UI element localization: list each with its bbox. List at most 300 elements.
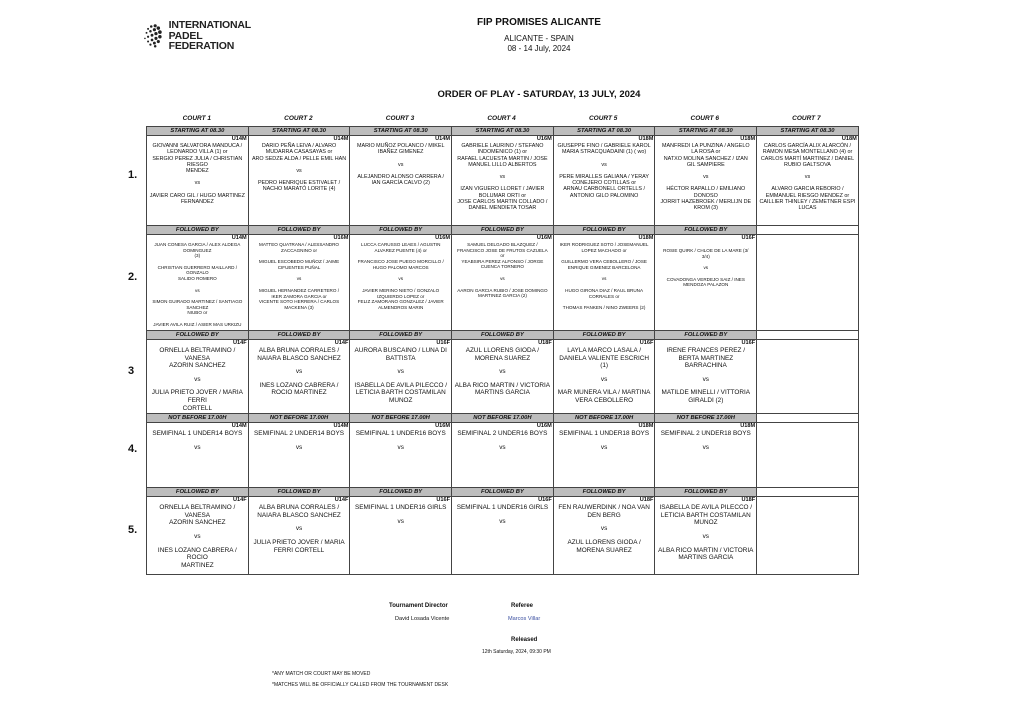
team-line: MENDOZA PALAZON [683, 282, 729, 288]
team-line: ALEJANDRO ALONSO CARRERA / [357, 173, 444, 180]
team-line: FRANCISCO JOSE DE FRUTOS CAZUELA [457, 247, 548, 253]
match-slot-number: 2. [128, 270, 138, 283]
match-cell [655, 136, 757, 226]
match-cell [248, 235, 350, 331]
team-line: LAYLA MARCO LASALA / [567, 347, 641, 354]
time-band-label: STARTING AT 08.30 [350, 127, 452, 136]
match-cell [350, 423, 452, 488]
time-band-label: STARTING AT 08.30 [248, 127, 350, 136]
team-line: LUCAS [798, 205, 817, 212]
order-of-play-title: ORDER OF PLAY - SATURDAY, 13 JULY, 2024 [437, 89, 641, 100]
match-cell [757, 235, 859, 331]
time-band-label [757, 331, 859, 340]
team-line: LETICIA BARTH COSTAMILAN [355, 389, 446, 397]
time-band-label: FOLLOWED BY [350, 331, 452, 340]
match-teams [452, 142, 553, 213]
versus-label: vs [499, 443, 506, 451]
team-line: SEMIFINAL 1 UNDER16 GIRLS [456, 504, 549, 512]
category-label: U18M [638, 235, 654, 241]
match-slot-number: 1. [128, 168, 138, 181]
time-band-label: FOLLOWED BY [452, 331, 554, 340]
team-line: MARTINS GARCIA [474, 389, 530, 397]
time-band-label: FOLLOWED BY [147, 331, 249, 340]
match-teams [147, 241, 248, 329]
team-line: IRENE FRANCES PEREZ / [666, 347, 746, 354]
match-cell [248, 340, 350, 414]
match-teams [655, 429, 756, 458]
team-line: ALVARO GARCIA REBORIO / [771, 186, 844, 193]
team-line: CARLOS GARCÍA ALIX ALARCÓN / [763, 143, 852, 149]
team-line: LA ROSA or [691, 149, 721, 156]
referee-name: Marcos Villar [508, 616, 541, 622]
time-band-row [147, 488, 859, 497]
versus-label: vs [601, 276, 607, 282]
versus-label: vs [397, 368, 404, 376]
team-line: VERA CEBOLLERO [575, 396, 634, 404]
team-line: MARTINEZ GARCIA (2) [477, 293, 527, 299]
team-line: AZORIN SANCHEZ [169, 362, 226, 370]
match-cell [147, 340, 249, 414]
team-line: BARRACHINA [684, 362, 727, 370]
time-band-label: FOLLOWED BY [248, 488, 350, 497]
match-cell [248, 136, 350, 226]
time-band-label: FOLLOWED BY [553, 331, 655, 340]
match-teams [249, 346, 350, 398]
team-line: CONEJERO COTILLAS or [572, 180, 636, 187]
team-line: AZORIN SANCHEZ [169, 519, 226, 527]
team-line: MANFREDI LA PUNZINA / ANGELO [662, 143, 750, 149]
team-line: DANIEL MENDIETA TOSAR [468, 205, 537, 212]
team-line: NAIARA BLASCO SANCHEZ [257, 354, 341, 362]
match-teams [249, 241, 350, 311]
team-line: ROSIE QUIRK / CHLOE DE LA MARE (3/ [663, 248, 749, 253]
match-teams [249, 142, 350, 194]
match-teams [757, 423, 858, 425]
match-cell [655, 423, 757, 488]
versus-label: vs [601, 161, 607, 168]
time-band-label: STARTING AT 08.30 [757, 127, 859, 136]
match-cell [757, 423, 859, 488]
match-cell [553, 423, 655, 488]
team-line: KROM (3) [693, 205, 718, 212]
team-line: ALBA BRUNA CORRALES / [258, 504, 340, 512]
logo-line: PADEL [168, 29, 203, 42]
match-teams [350, 429, 451, 458]
versus-label: vs [194, 180, 201, 187]
team-line: CAILLIER THINLEY / ZEMETNER ESPI [759, 199, 856, 206]
team-line: 3/4) [701, 253, 710, 259]
match-cell [350, 235, 452, 331]
team-line: SIMON GUIRADO MARTINEZ / SANTIAGO SANCHEZ [152, 299, 243, 310]
category-label: U14M [333, 423, 349, 430]
time-band-label: FOLLOWED BY [147, 488, 249, 497]
category-label: U14F [233, 340, 247, 346]
match-row [147, 497, 859, 575]
category-label: U16F [741, 235, 756, 241]
team-line: HUGO GIRONA DIAZ / RAUL BRUNA [565, 287, 644, 293]
team-line: SEMIFINAL 2 UNDER18 BOYS [660, 430, 751, 438]
match-cell [350, 497, 452, 575]
time-band-label: NOT BEFORE 17.00H [452, 414, 554, 423]
time-band-row [147, 226, 859, 235]
order-of-play-grid [146, 126, 859, 575]
time-band-label: FOLLOWED BY [350, 488, 452, 497]
time-band-label: NOT BEFORE 17.00H [147, 414, 249, 423]
team-line: GIUSEPPE FINO / GABRIELE KAROL [557, 143, 651, 149]
versus-label: vs [295, 368, 303, 376]
match-teams [757, 340, 858, 342]
tournament-header [0, 17, 1024, 54]
category-label: U14M [435, 136, 451, 142]
team-line: INDOMENICO (1) or [477, 149, 528, 156]
team-line: MORENA SUAREZ [576, 546, 632, 554]
team-line: JUAN CONESA GARCIA / ALEX ALDEGA DOMINGUEZ [154, 242, 241, 253]
match-cell [350, 340, 452, 414]
footnote: *ANY MATCH OR COURT MAY BE MOVED [272, 671, 371, 677]
team-line: GIL SAMPIERE [686, 161, 725, 168]
match-cell [350, 136, 452, 226]
match-row [147, 423, 859, 488]
team-line: MUNOZ [389, 396, 413, 404]
team-line: FERRI CORTELL [273, 546, 325, 554]
team-line: ALVAREZ PUENTE (4) or [374, 247, 427, 253]
team-line: MATTEO QUATRANA / ALESSANDRO [259, 242, 340, 247]
team-line: NAIARA BLASCO SANCHEZ [257, 511, 341, 519]
match-teams [350, 503, 451, 532]
team-line: MATILDE MINELLI / VITTORIA [661, 389, 751, 397]
match-teams [147, 346, 248, 413]
match-teams [452, 503, 553, 532]
team-line: AZUL LLORENS GIODA / [465, 347, 540, 354]
versus-label: vs [804, 174, 811, 181]
time-band-label: FOLLOWED BY [553, 226, 655, 235]
team-line: MAR MUNERA VILA / MARTINA [557, 389, 651, 397]
team-line: (1) [600, 362, 608, 370]
team-line: MENDEZ [185, 168, 209, 175]
versus-label: vs [702, 375, 709, 383]
team-line: ISABELLA DE AVILA PILECCO / [659, 504, 753, 512]
match-teams [147, 429, 248, 458]
team-line: MARTINS GARCIA [678, 554, 734, 562]
match-teams [655, 241, 756, 289]
time-band-label [757, 226, 859, 235]
team-line: AURORA BUSCAINO / LUNA DI [354, 347, 447, 354]
time-band-label: STARTING AT 08.30 [147, 127, 249, 136]
team-line: JOSE CARLOS MARTIN COLLADO / [457, 199, 548, 206]
match-cell [452, 235, 554, 331]
match-slot-number: 5. [128, 523, 138, 536]
team-line: ALMENDROS MARIN [378, 304, 424, 310]
team-line: MACKENA (3) [284, 304, 314, 310]
team-line: GUILLERMO VERA CEBOLLERO / JOSE [561, 259, 647, 265]
team-line: LEONARDO VILLA (1) or [167, 149, 228, 156]
team-line: RAMON MESA MONTELLANO (4) or [762, 149, 853, 156]
match-cell [147, 136, 249, 226]
time-band-label: FOLLOWED BY [452, 226, 554, 235]
versus-label: vs [397, 443, 404, 451]
team-line: ISABELLA DE AVILA PILECCO / [354, 381, 448, 389]
category-label: U14M [231, 423, 247, 430]
match-teams [757, 142, 858, 213]
team-line: FEN RAUWERDINK / NOA VAN [558, 504, 650, 512]
team-line: CORRALES or [588, 293, 620, 299]
team-line: NACHO MARATÓ LORITE (4) [262, 186, 336, 193]
team-line: JAVIER MERINO NIETO / GONZALO [362, 287, 440, 293]
court-header-row [146, 115, 857, 122]
category-label: U16M [435, 235, 451, 241]
team-line: DONOSO [693, 192, 718, 199]
team-line: AZUL LLORENS GIODA / [567, 538, 641, 546]
team-line: JULIA PRIETO JOVER / MARIA FERRI [151, 389, 243, 404]
match-cell [452, 136, 554, 226]
team-line: DANIELA VALIENTE ESCRICH [559, 354, 649, 362]
versus-label: vs [194, 443, 201, 451]
team-line: ORNELLA BELTRAMINO / VANESA [159, 504, 236, 519]
team-line: ANTONIO GILO PALOMINO [569, 192, 639, 199]
team-line: IZQUIERDO LOPEZ or [377, 293, 425, 299]
team-line: SEMIFINAL 2 UNDER16 BOYS [457, 430, 548, 438]
time-band-label: NOT BEFORE 17.00H [655, 414, 757, 423]
match-teams [452, 429, 553, 458]
match-teams [350, 346, 451, 406]
category-label: U14M [231, 235, 247, 241]
team-line: MUNOZ [694, 519, 718, 527]
team-line: ALBA BRUNA CORRALES / [258, 347, 340, 354]
match-cell [655, 235, 757, 331]
team-line: SEMIFINAL 1 UNDER18 BOYS [559, 430, 650, 438]
match-teams [554, 429, 655, 458]
tournament-location: ALICANTE - SPAIN [504, 34, 574, 43]
team-line: ORNELLA BELTRAMINO / VANESA [159, 347, 236, 362]
time-band-label: FOLLOWED BY [248, 331, 350, 340]
match-teams [452, 241, 553, 300]
versus-label: vs [499, 517, 506, 525]
match-teams [554, 142, 655, 200]
team-line: BATTISTA [385, 354, 416, 362]
category-label: U18M [740, 423, 756, 430]
category-label: U18F [538, 340, 552, 346]
team-line: CUENCA TORNERO [480, 264, 525, 270]
team-line: MARIO MUÑOZ POLANCO / MIKEL [356, 143, 445, 149]
match-teams [554, 503, 655, 555]
match-teams [554, 241, 655, 312]
director-name: David Losada Vicente [395, 616, 450, 622]
team-line: VICENTE SOTO HERRERA / CARLOS [258, 299, 340, 305]
match-slot-number: 4. [128, 443, 138, 456]
category-label: U14F [233, 497, 247, 504]
team-line: YEABSIRA PEREZ ALFONSO / JORGE [461, 258, 544, 264]
time-band-label: STARTING AT 08.30 [655, 127, 757, 136]
court-header: COURT 4 [487, 115, 516, 122]
versus-label: vs [295, 525, 303, 533]
team-line: MIGUEL ESCOBEDO MUÑOZ / JAIME [258, 259, 340, 265]
team-line: LOPEZ MACHADO or [581, 247, 627, 253]
referee-label: Referee [511, 603, 534, 609]
team-line: ALBA RICO MARTIN / VICTORIA [658, 546, 754, 554]
team-line: GIOVANNI SALVATORA MANDUCA / [152, 143, 243, 149]
time-band-label: FOLLOWED BY [655, 331, 757, 340]
versus-label: vs [194, 375, 201, 383]
match-cell [147, 497, 249, 575]
team-line: SEMIFINAL 1 UNDER14 BOYS [152, 430, 243, 438]
team-line: CARLOS MARTÍ MARTINEZ / DANIEL [760, 155, 855, 162]
team-line: GABRIELE LAURINO / STEFANO [461, 143, 544, 149]
tournament-dates: 08 - 14 July, 2024 [507, 44, 571, 53]
match-cell [452, 497, 554, 575]
court-header: COURT 6 [690, 115, 719, 122]
category-label: U16M [536, 423, 552, 430]
time-band-row [147, 414, 859, 423]
team-line: MANUEL LILLO ALBERTOS [468, 161, 537, 168]
match-cell [553, 136, 655, 226]
category-label: U16M [536, 235, 552, 241]
team-line: IZAN VIGUERO LLORET / JAVIER [460, 186, 545, 193]
versus-label: vs [195, 287, 200, 293]
team-line: ROCIO MARTINEZ [271, 389, 327, 397]
match-cell [452, 423, 554, 488]
team-line: SAMUEL DELGADO BLAZQUEZ / [467, 242, 538, 247]
match-cell [147, 235, 249, 331]
team-line: PERE MIRALLES GALIANA / YERAY [559, 173, 649, 180]
team-line: IAN GARCÍA CALVO (2) [371, 180, 430, 187]
match-teams [757, 235, 858, 237]
match-teams [655, 142, 756, 213]
match-teams [147, 503, 248, 570]
versus-label: vs [499, 368, 506, 376]
versus-label: vs [499, 174, 506, 181]
team-line: MORENA SUAREZ [474, 354, 531, 362]
team-line: INES LOZANO CABRERA / [259, 381, 339, 389]
match-cell [553, 235, 655, 331]
match-cell [452, 340, 554, 414]
time-band-label: FOLLOWED BY [248, 226, 350, 235]
versus-label: vs [703, 265, 709, 271]
team-line: SEMIFINAL 1 UNDER16 BOYS [355, 430, 446, 438]
team-line: FELIZ ZAMORANO GONZALEZ / JAVIER [357, 299, 444, 305]
category-label: U18F [741, 497, 756, 504]
released-label: Released [511, 637, 538, 643]
match-cell [248, 423, 350, 488]
match-teams [655, 503, 756, 563]
team-line: INES LOZANO CABRERA / ROCIO [157, 546, 237, 562]
team-line: or [500, 253, 505, 259]
versus-label: vs [397, 517, 404, 525]
category-label: U18M [638, 423, 654, 430]
footnote: *MATCHES WILL BE OFFICIALLY CALLED FROM THE TOURNAMENT DESK [272, 682, 449, 688]
team-line: IKER ZAMORA GARCIA or [271, 293, 327, 299]
team-line: RAFAEL LACUESTA MARTIN / JOSE [457, 155, 548, 162]
team-line: COVADONGA VERDEJO SAIZ / INES [666, 276, 745, 282]
court-header: COURT 2 [284, 115, 313, 122]
match-row [147, 340, 859, 414]
team-line: CHRISTIAN GUERRERO MAILLARD / GONZALO [157, 264, 238, 276]
team-line: HÉCTOR RAPALLO / EMILIANO [666, 186, 746, 193]
team-line: NATXO MOLINA SANCHEZ / IZAN [663, 155, 748, 162]
match-cell [553, 497, 655, 575]
versus-label: vs [296, 167, 302, 174]
match-cell [553, 340, 655, 414]
team-line: (3) [194, 253, 201, 259]
category-label: U14F [334, 340, 349, 346]
time-band-label: STARTING AT 08.30 [452, 127, 554, 136]
category-label: U16F [741, 340, 756, 346]
time-band-label: FOLLOWED BY [655, 488, 757, 497]
team-line: MARIA STRACQUADAINI (1) ( wo) [562, 149, 647, 156]
category-label: U16F [436, 340, 451, 346]
match-teams [350, 241, 451, 311]
match-cell [655, 497, 757, 575]
tournament-title: FIP PROMISES ALICANTE [477, 17, 601, 28]
team-line: DEN BERG [587, 511, 621, 519]
match-teams [655, 346, 756, 406]
team-line: JORRIT HAZEBROEK / MERLIJN DE [660, 199, 752, 206]
versus-label: vs [600, 375, 608, 383]
time-band-label: NOT BEFORE 17.00H [350, 414, 452, 423]
released-value: 12th Saturday, 2024, 09:30 PM [482, 649, 551, 655]
match-teams [350, 142, 451, 187]
versus-label: vs [194, 532, 201, 540]
category-label: U16F [639, 340, 654, 346]
category-label: U16F [436, 497, 451, 504]
team-line: SEMIFINAL 2 UNDER14 BOYS [254, 430, 345, 438]
team-line: JAVIER AVILA RUIZ / ASIER MAS URKIZU [153, 321, 242, 327]
versus-label: vs [702, 443, 709, 451]
match-cell [655, 340, 757, 414]
time-band-label: FOLLOWED BY [452, 488, 554, 497]
versus-label: vs [398, 161, 404, 168]
time-band-label [757, 488, 859, 497]
court-header: COURT 5 [588, 115, 618, 122]
team-line: IKER RODRIGUEZ SOTO / JOSEMANUEL [559, 242, 649, 247]
match-teams [249, 429, 350, 458]
category-label: U18M [740, 136, 756, 142]
time-band-label: FOLLOWED BY [350, 226, 452, 235]
team-line: MARTINEZ [181, 561, 214, 569]
match-row [147, 235, 859, 331]
team-line: IBAÑEZ GIMENEZ [377, 149, 424, 156]
match-teams [452, 346, 553, 398]
match-teams [554, 346, 655, 406]
team-line: PEDRO HENRIQUE ESTIVALET / [257, 180, 341, 187]
logo-line: FEDERATION [168, 40, 235, 53]
logo-line: INTERNATIONAL [168, 19, 251, 32]
match-teams [757, 497, 858, 499]
versus-label: vs [702, 532, 709, 540]
match-teams [249, 503, 350, 555]
category-label: U16M [536, 136, 552, 142]
match-teams [147, 142, 248, 206]
time-band-row [147, 127, 859, 136]
versus-label: vs [398, 276, 404, 282]
time-band-label: NOT BEFORE 17.00H [248, 414, 350, 423]
team-line: RUBIO GALTSOVA [784, 161, 831, 168]
team-line: DARIO PEÑA LEIVA / ALVARO [261, 143, 337, 149]
match-cell [757, 340, 859, 414]
match-slot-number: 3 [128, 364, 135, 377]
category-label: U14M [333, 136, 349, 142]
time-band-row [147, 331, 859, 340]
time-band-label: STARTING AT 08.30 [553, 127, 655, 136]
team-line: AARON GARCIA RUBIO / JOSE DOMINGO [457, 287, 548, 293]
match-row [147, 136, 859, 226]
time-band-label: FOLLOWED BY [147, 226, 249, 235]
team-line: ZACCAGNINO or [281, 247, 318, 253]
court-header: COURT 3 [385, 115, 415, 122]
team-line: ALBA RICO MARTIN / VICTORIA [454, 381, 551, 389]
team-line: SEMIFINAL 1 UNDER16 GIRLS [355, 504, 447, 512]
team-line: JULIA PRIETO JOVER / MARIA [253, 538, 345, 546]
team-line: ENRIQUE GIMENEZ BARCELONA [567, 264, 641, 270]
